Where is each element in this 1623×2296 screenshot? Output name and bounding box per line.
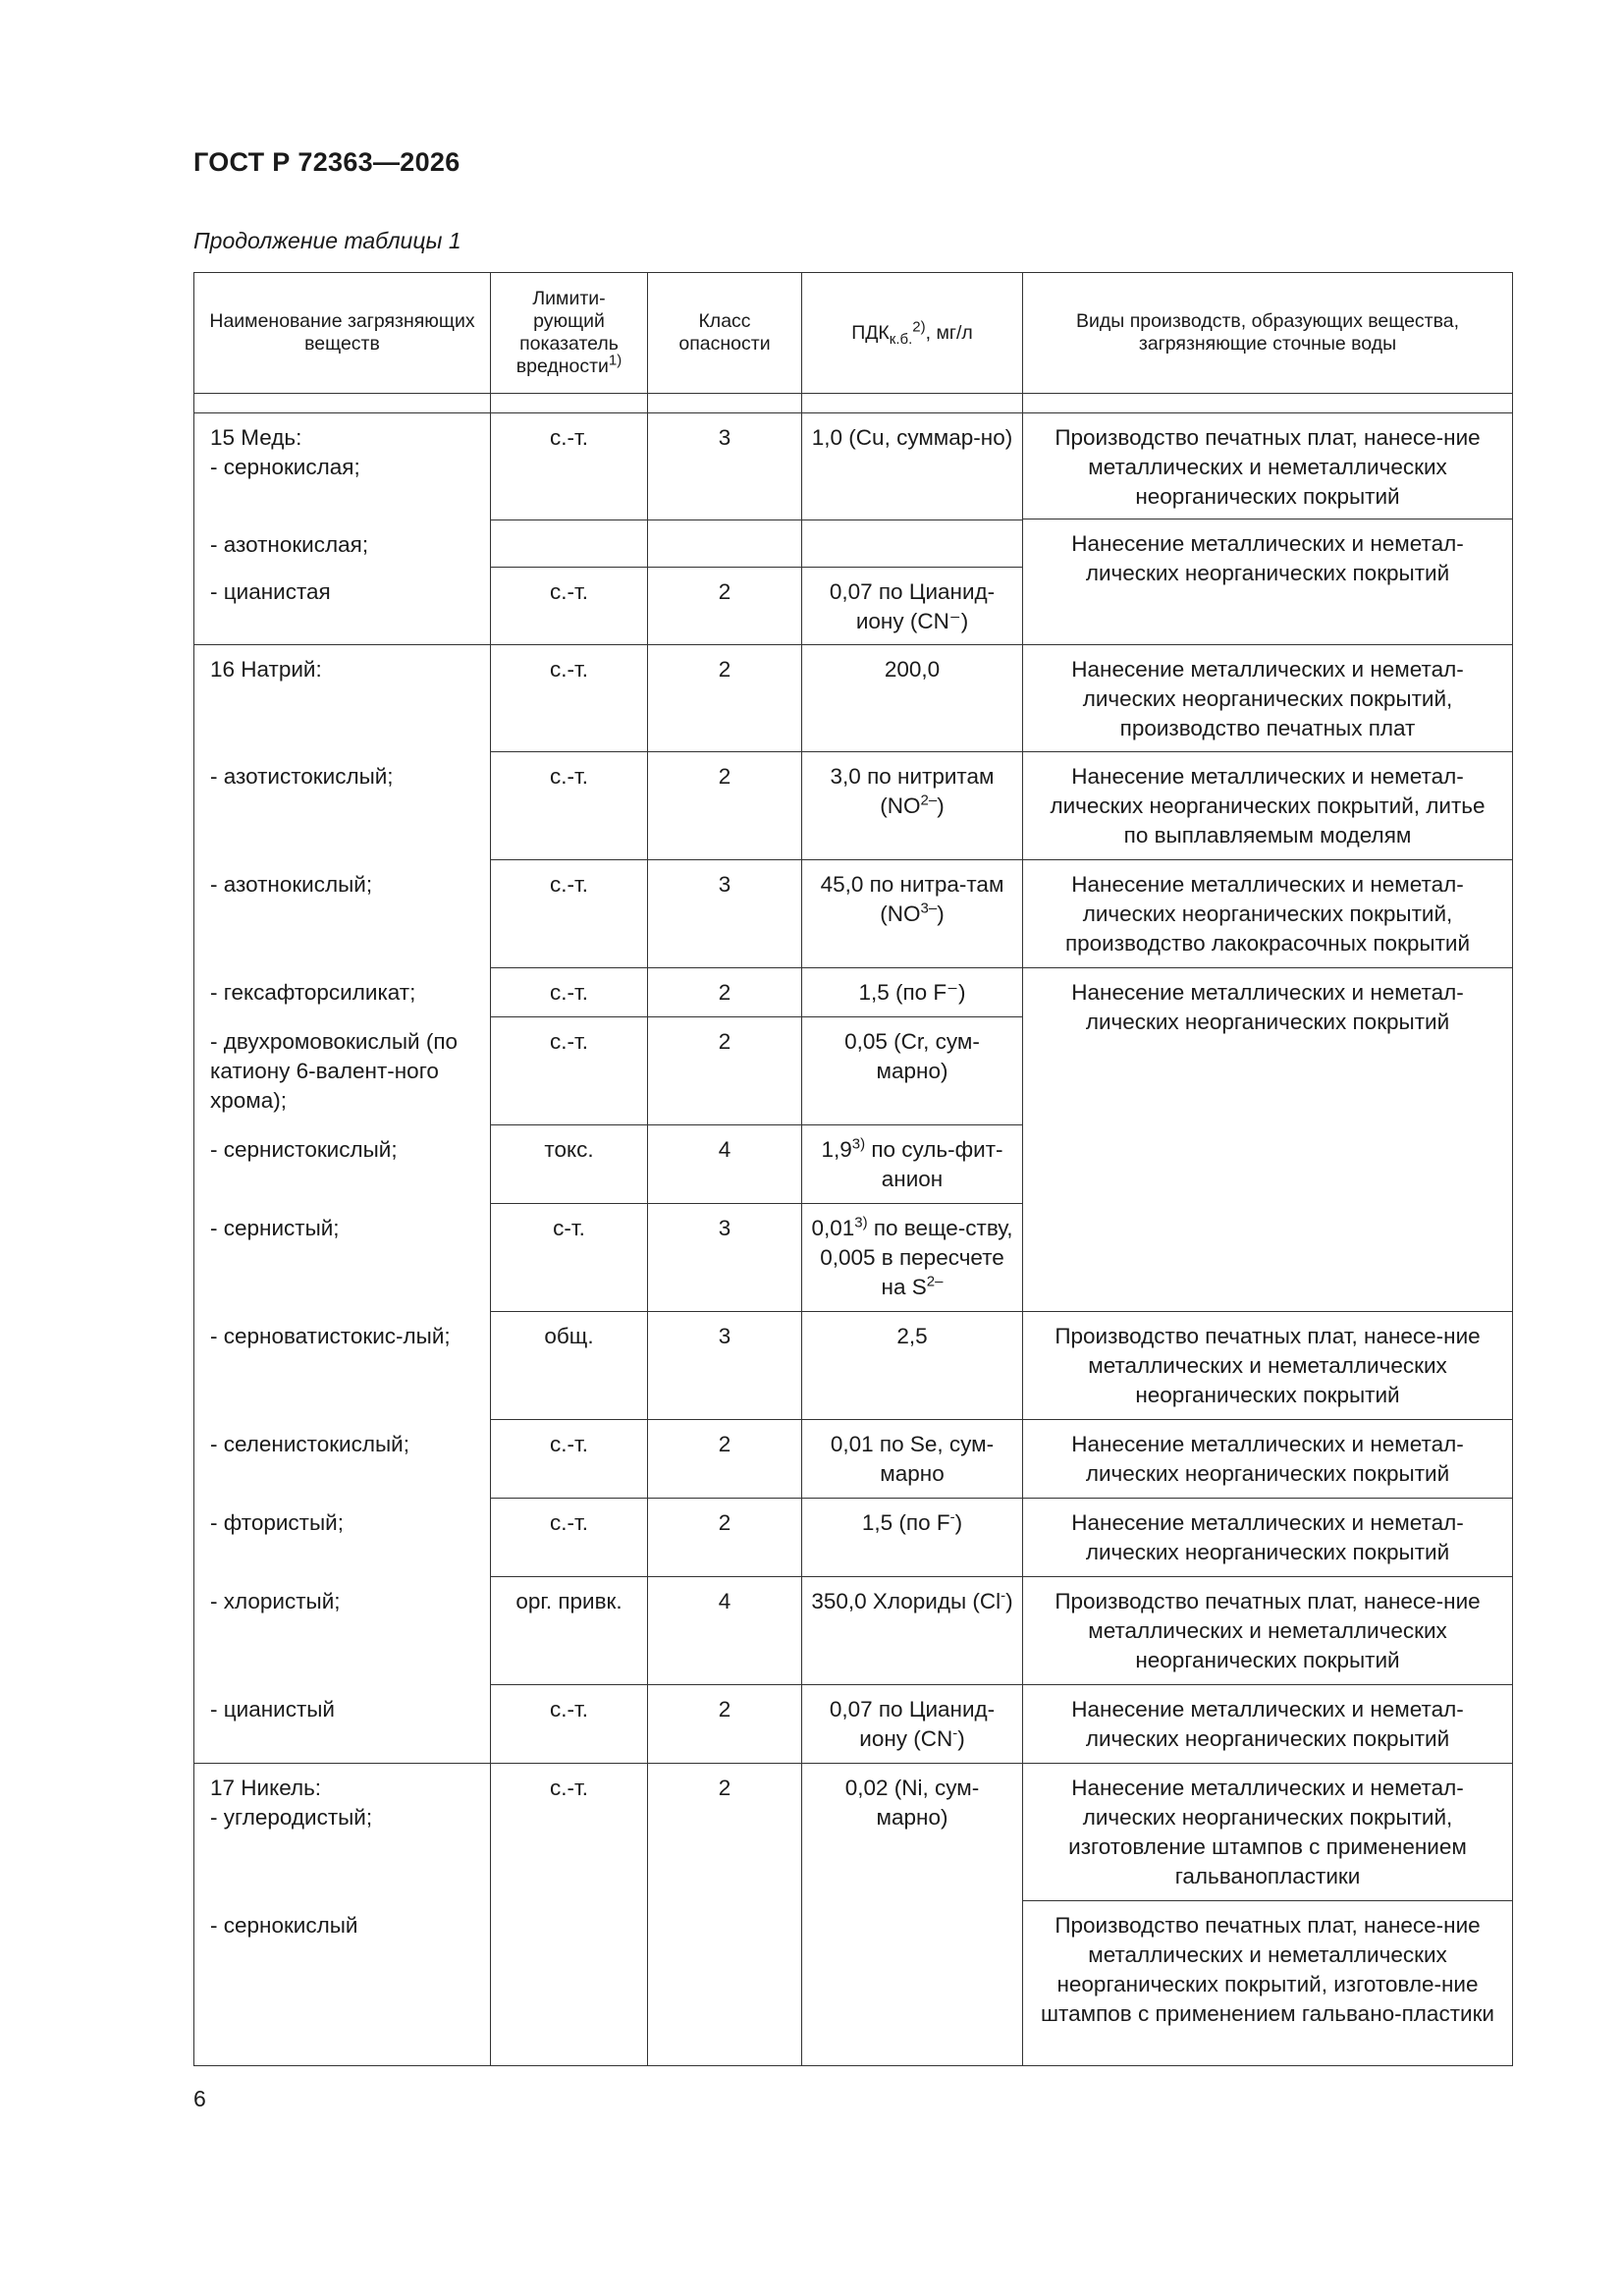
pdk-value: 1,5 (по F⁻)	[802, 968, 1023, 1017]
substance-name: - гексафторсиликат;	[194, 968, 491, 1017]
table-row	[194, 645, 1513, 752]
production-types: Нанесение металлических и неметал-лических неорганических покрытий	[1023, 1420, 1513, 1499]
substance-name: - азотнокислый;	[194, 860, 491, 968]
hazard-class: 4	[648, 1125, 802, 1204]
substance-name: - сернокислая;	[210, 455, 360, 479]
pdk-value: 0,07 по Цианид-иону (CN-)	[802, 1685, 1023, 1764]
pdk-value: 2,5	[802, 1312, 1023, 1420]
pdk-value: 0,07 по Цианид-иону (CN⁻)	[802, 568, 1023, 645]
pdk-value: 200,0	[802, 645, 1023, 752]
page-number: 6	[193, 2086, 206, 2111]
table-row	[194, 413, 1513, 519]
substance-name: 16 Натрий:	[194, 645, 491, 752]
hazard-class: 2	[648, 1764, 802, 2066]
column-header-name: Наименование загрязняющих веществ	[194, 273, 491, 394]
substance-name: - азотнокислая;	[194, 520, 491, 568]
column-header-limit: Лимити- рующий показатель вредности$^{1)}$	[491, 273, 648, 394]
column-header-class: Класс опасности	[648, 273, 802, 394]
table-row	[194, 860, 1513, 968]
limit-indicator: с.-т.	[491, 1685, 648, 1764]
substance-name: - сернистокислый;	[194, 1125, 491, 1204]
table-row	[194, 968, 1513, 1017]
substance-name: - хлористый;	[194, 1577, 491, 1685]
hazard-class: 4	[648, 1577, 802, 1685]
table-row	[194, 1499, 1513, 1577]
table-row	[194, 1420, 1513, 1499]
production-types: Нанесение металлических и неметал-лических неорганических покрытий	[1023, 519, 1513, 645]
production-types: Производство печатных плат, нанесе-ние металлических и неметаллических неорганических покрытий	[1023, 1312, 1513, 1420]
production-types: Нанесение металлических и неметал-лических неорганических покрытий	[1023, 1685, 1513, 1764]
pollutants-table	[193, 272, 1513, 2066]
production-types: Производство печатных плат, нанесе-ние металлических и неметаллических неорганических покрытий	[1023, 1577, 1513, 1685]
limit-indicator: с.-т.	[491, 1499, 648, 1577]
hazard-class: 2	[648, 568, 802, 645]
pdk-value: 350,0 Хлориды (Cl-)	[802, 1577, 1023, 1685]
substance-name: - цианистый	[194, 1685, 491, 1764]
substance-name: - цианистая	[194, 568, 491, 645]
pdk-value: 45,0 по нитра-там $(NO^{3-})$	[802, 860, 1023, 968]
production-types: Производство печатных плат, нанесе-ние металлических и неметаллических неорганических покрытий, изготовле-ние штампов с применением гальвано-пластики	[1023, 1901, 1513, 2066]
hazard-class: 2	[648, 645, 802, 752]
substance-name: 17 Никель:	[210, 1776, 322, 1800]
limit-indicator: общ.	[491, 1312, 648, 1420]
substance-name: - сернокислый	[194, 1901, 491, 2066]
limit-indicator: с.-т.	[491, 1017, 648, 1125]
table-row	[194, 1685, 1513, 1764]
limit-indicator: с.-т.	[491, 645, 648, 752]
pdk-value: 0,01$^{3)}$ по веще-ству, 0,005 в пересчете на $S^{2-}$	[802, 1204, 1023, 1312]
hazard-class: 3	[648, 860, 802, 968]
table-caption: Продолжение таблицы 1	[193, 228, 461, 253]
table-row	[194, 1312, 1513, 1420]
production-types: Нанесение металлических и неметал-лических неорганических покрытий, производство печатных плат	[1023, 645, 1513, 752]
table-row	[194, 1764, 1513, 1901]
limit-indicator: орг. привк.	[491, 1577, 648, 1685]
production-types: Нанесение металлических и неметал-лических неорганических покрытий, изготовление штампов с применением гальванопластики	[1023, 1764, 1513, 1901]
hazard-class: 2	[648, 1420, 802, 1499]
substance-name: - фтористый;	[194, 1499, 491, 1577]
substance-name: - углеродистый;	[210, 1805, 373, 1830]
hazard-class: 2	[648, 752, 802, 860]
pdk-value: 1,0 (Cu, суммар-но)	[802, 413, 1023, 520]
hazard-class: 2	[648, 1685, 802, 1764]
document-code: ГОСТ Р 72363—2026	[193, 147, 460, 177]
hazard-class: 3	[648, 1312, 802, 1420]
substance-name: - серноватистокис-лый;	[194, 1312, 491, 1420]
column-header-pdk: $ПДК_{к.б.}^{2)}$, мг/л	[802, 273, 1023, 394]
limit-indicator: с-т.	[491, 1204, 648, 1312]
limit-indicator: с.-т.	[491, 1420, 648, 1499]
limit-indicator: с.-т.	[491, 413, 648, 520]
hazard-class: 2	[648, 1499, 802, 1577]
substance-name: - селенистокислый;	[194, 1420, 491, 1499]
hazard-class: 2	[648, 968, 802, 1017]
limit-indicator: с.-т.	[491, 568, 648, 645]
limit-indicator: с.-т.	[491, 860, 648, 968]
pdk-value: 1,5 (по F-)	[802, 1499, 1023, 1577]
substance-name: 15 Медь:	[210, 425, 302, 450]
substance-name: - сернистый;	[194, 1204, 491, 1312]
production-types: Нанесение металлических и неметал-лических неорганических покрытий	[1023, 1499, 1513, 1577]
production-types: Нанесение металлических и неметал-лических неорганических покрытий, литье по выплавляемым моделям	[1023, 752, 1513, 860]
limit-indicator: с.-т.	[491, 1764, 648, 2066]
production-types: Производство печатных плат, нанесе-ние металлических и неметаллических неорганических покрытий	[1023, 413, 1513, 519]
hazard-class: 3	[648, 413, 802, 520]
column-header-production: Виды производств, образующих вещества, загрязняющие сточные воды	[1023, 273, 1513, 394]
pdk-value: 0,05 (Cr, сум-марно)	[802, 1017, 1023, 1125]
limit-indicator: токс.	[491, 1125, 648, 1204]
production-types: Нанесение металлических и неметал-лических неорганических покрытий	[1023, 968, 1513, 1312]
table-row	[194, 1577, 1513, 1685]
hazard-class: 3	[648, 1204, 802, 1312]
table-row	[194, 752, 1513, 860]
hazard-class: 2	[648, 1017, 802, 1125]
table-header-row	[194, 273, 1513, 394]
limit-indicator: с.-т.	[491, 752, 648, 860]
pdk-value: 1,9$^{3)}$ по суль-фит-анион	[802, 1125, 1023, 1204]
pdk-value: 0,01 по Se, сум-марно	[802, 1420, 1023, 1499]
substance-name: - азотистокислый;	[194, 752, 491, 860]
pdk-value: 3,0 по нитритам $(NO^{2-})$	[802, 752, 1023, 860]
pdk-value: 0,02 (Ni, сум-марно)	[802, 1764, 1023, 2066]
substance-name: - двухромовокислый (по катиону 6-валент-ного хрома);	[194, 1017, 491, 1125]
production-types: Нанесение металлических и неметал-лических неорганических покрытий, производство лакокрасочных покрытий	[1023, 860, 1513, 968]
limit-indicator: с.-т.	[491, 968, 648, 1017]
